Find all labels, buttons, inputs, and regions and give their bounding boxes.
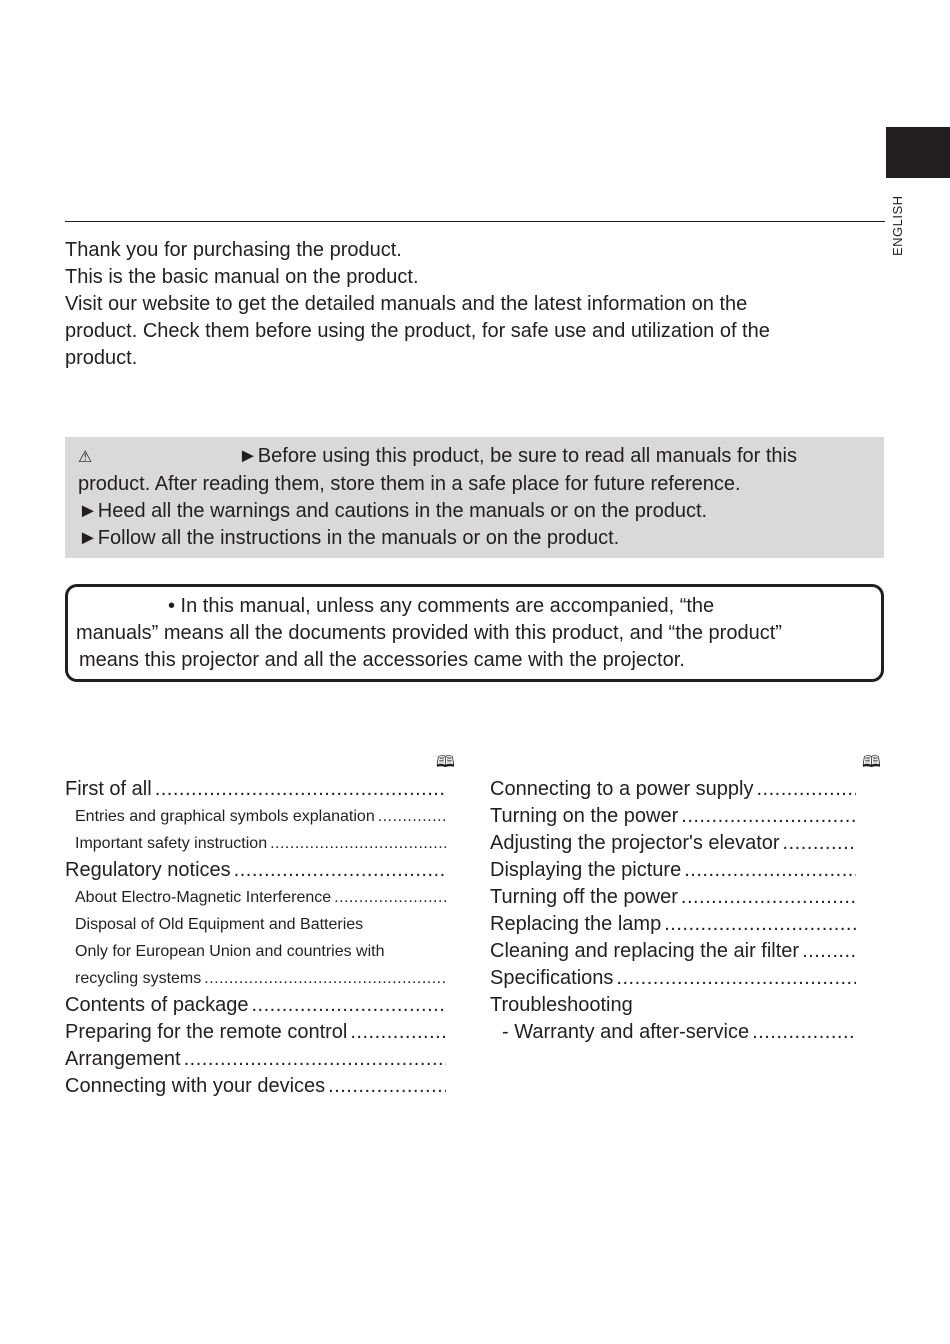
- toc-leader-dots: [251, 992, 446, 1019]
- book-icon: 🕮: [862, 754, 881, 771]
- toc-entry-text: Connecting with your devices: [65, 1075, 326, 1097]
- toc-leader-dots: [155, 776, 446, 803]
- toc-entry[interactable]: [65, 992, 446, 1019]
- toc-entry-text: Connecting to a power supply: [490, 778, 754, 800]
- toc-entry[interactable]: [490, 776, 856, 803]
- toc-entry[interactable]: [65, 803, 446, 830]
- toc-leader-dots: [681, 803, 856, 830]
- toc-leader-dots: [681, 884, 856, 911]
- toc-entry-text: Adjusting the projector's elevator: [490, 832, 780, 854]
- toc-entry[interactable]: [65, 857, 446, 884]
- toc-leader-dots: [270, 830, 446, 857]
- intro-line: product.: [65, 347, 138, 369]
- toc-entry-text: Entries and graphical symbols explanation: [75, 808, 375, 825]
- toc-entry[interactable]: [490, 803, 856, 830]
- toc-entry[interactable]: [490, 938, 856, 965]
- toc-entry-text: Disposal of Old Equipment and Batteries: [75, 916, 364, 933]
- warning-line: product. After reading them, store them in a safe place for future reference.: [78, 473, 741, 495]
- warning-box: [65, 437, 884, 558]
- toc-leader-dots: [752, 1019, 856, 1046]
- toc-entry[interactable]: [490, 830, 856, 857]
- toc-entry-text: Troubleshooting: [490, 994, 633, 1016]
- toc-leader-dots: [328, 1073, 446, 1100]
- intro-line: This is the basic manual on the product.: [65, 266, 419, 288]
- toc-entry[interactable]: [490, 911, 856, 938]
- toc-leader-dots: [802, 938, 856, 965]
- toc-leader-dots: [757, 776, 857, 803]
- warning-triangle-icon: ⚠: [78, 449, 93, 466]
- toc-leader-dots: [350, 1019, 446, 1046]
- language-label: ENGLISH: [890, 195, 905, 256]
- toc-right-column: [490, 776, 856, 1046]
- toc-entry[interactable]: [490, 1019, 856, 1046]
- title-rule: [65, 221, 885, 222]
- toc-entry[interactable]: [490, 857, 856, 884]
- toc-entry-text: recycling systems: [75, 970, 202, 987]
- intro-line: Visit our website to get the detailed manuals and the latest information on the: [65, 293, 748, 315]
- toc-entry-text: Arrangement: [65, 1048, 181, 1070]
- warning-line: ►Heed all the warnings and cautions in the manuals or on the product.: [78, 500, 708, 522]
- toc-entry[interactable]: [65, 1073, 446, 1100]
- toc-leader-dots: [204, 965, 446, 992]
- note-line: manuals” means all the documents provided with this product, and “the product”: [76, 622, 782, 644]
- toc-entry-text: Important safety instruction: [75, 835, 268, 852]
- toc-entry-text: Contents of package: [65, 994, 249, 1016]
- intro-text: [65, 237, 880, 372]
- toc-entry[interactable]: [65, 776, 446, 803]
- toc-entry-text: Replacing the lamp: [490, 913, 662, 935]
- toc-leader-dots: [664, 911, 856, 938]
- toc-entry-text: Only for European Union and countries with: [75, 943, 385, 960]
- toc-entry-text: - Warranty and after-service: [502, 1021, 750, 1043]
- toc-entry[interactable]: [65, 965, 446, 992]
- book-icon: 🕮: [436, 754, 455, 771]
- toc-leader-dots: [616, 965, 856, 992]
- toc-entry[interactable]: [490, 965, 856, 992]
- toc-leader-dots: [378, 803, 446, 830]
- toc-leader-dots: [783, 830, 856, 857]
- toc-entry-text: About Electro-Magnetic Interference: [75, 889, 332, 906]
- note-box: [65, 584, 884, 682]
- toc-entry-text: Turning on the power: [490, 805, 679, 827]
- toc-leader-dots: [184, 1046, 446, 1073]
- toc-entry-text: Turning off the power: [490, 886, 678, 908]
- warning-line: ►Before using this product, be sure to read all manuals for this: [238, 445, 797, 467]
- toc-entry-text: Preparing for the remote control: [65, 1021, 348, 1043]
- toc-entry-text: Regulatory notices: [65, 859, 231, 881]
- toc-entry-text: First of all: [65, 778, 152, 800]
- note-line: • In this manual, unless any comments are accompanied, “the: [168, 595, 715, 617]
- toc-entry[interactable]: [65, 884, 446, 911]
- toc-entry[interactable]: [65, 911, 446, 938]
- toc-entry[interactable]: [65, 938, 446, 965]
- toc-entry[interactable]: [490, 884, 856, 911]
- toc-entry[interactable]: [490, 992, 856, 1019]
- intro-line: product. Check them before using the product, for safe use and utilization of the: [65, 320, 770, 342]
- warning-line: ►Follow all the instructions in the manuals or on the product.: [78, 527, 620, 549]
- toc-entry-text: Cleaning and replacing the air filter: [490, 940, 800, 962]
- section-tab: [886, 127, 950, 178]
- toc-leader-dots: [684, 857, 856, 884]
- toc-leader-dots: [234, 857, 446, 884]
- toc-entry-text: Specifications: [490, 967, 614, 989]
- toc-entry[interactable]: [65, 1019, 446, 1046]
- toc-leader-dots: [334, 884, 446, 911]
- toc-entry[interactable]: [65, 830, 446, 857]
- toc-entry[interactable]: [65, 1046, 446, 1073]
- toc-left-column: [65, 776, 446, 1100]
- intro-line: Thank you for purchasing the product.: [65, 239, 402, 261]
- note-line: means this projector and all the accessories came with the projector.: [79, 649, 685, 671]
- toc-entry-text: Displaying the picture: [490, 859, 682, 881]
